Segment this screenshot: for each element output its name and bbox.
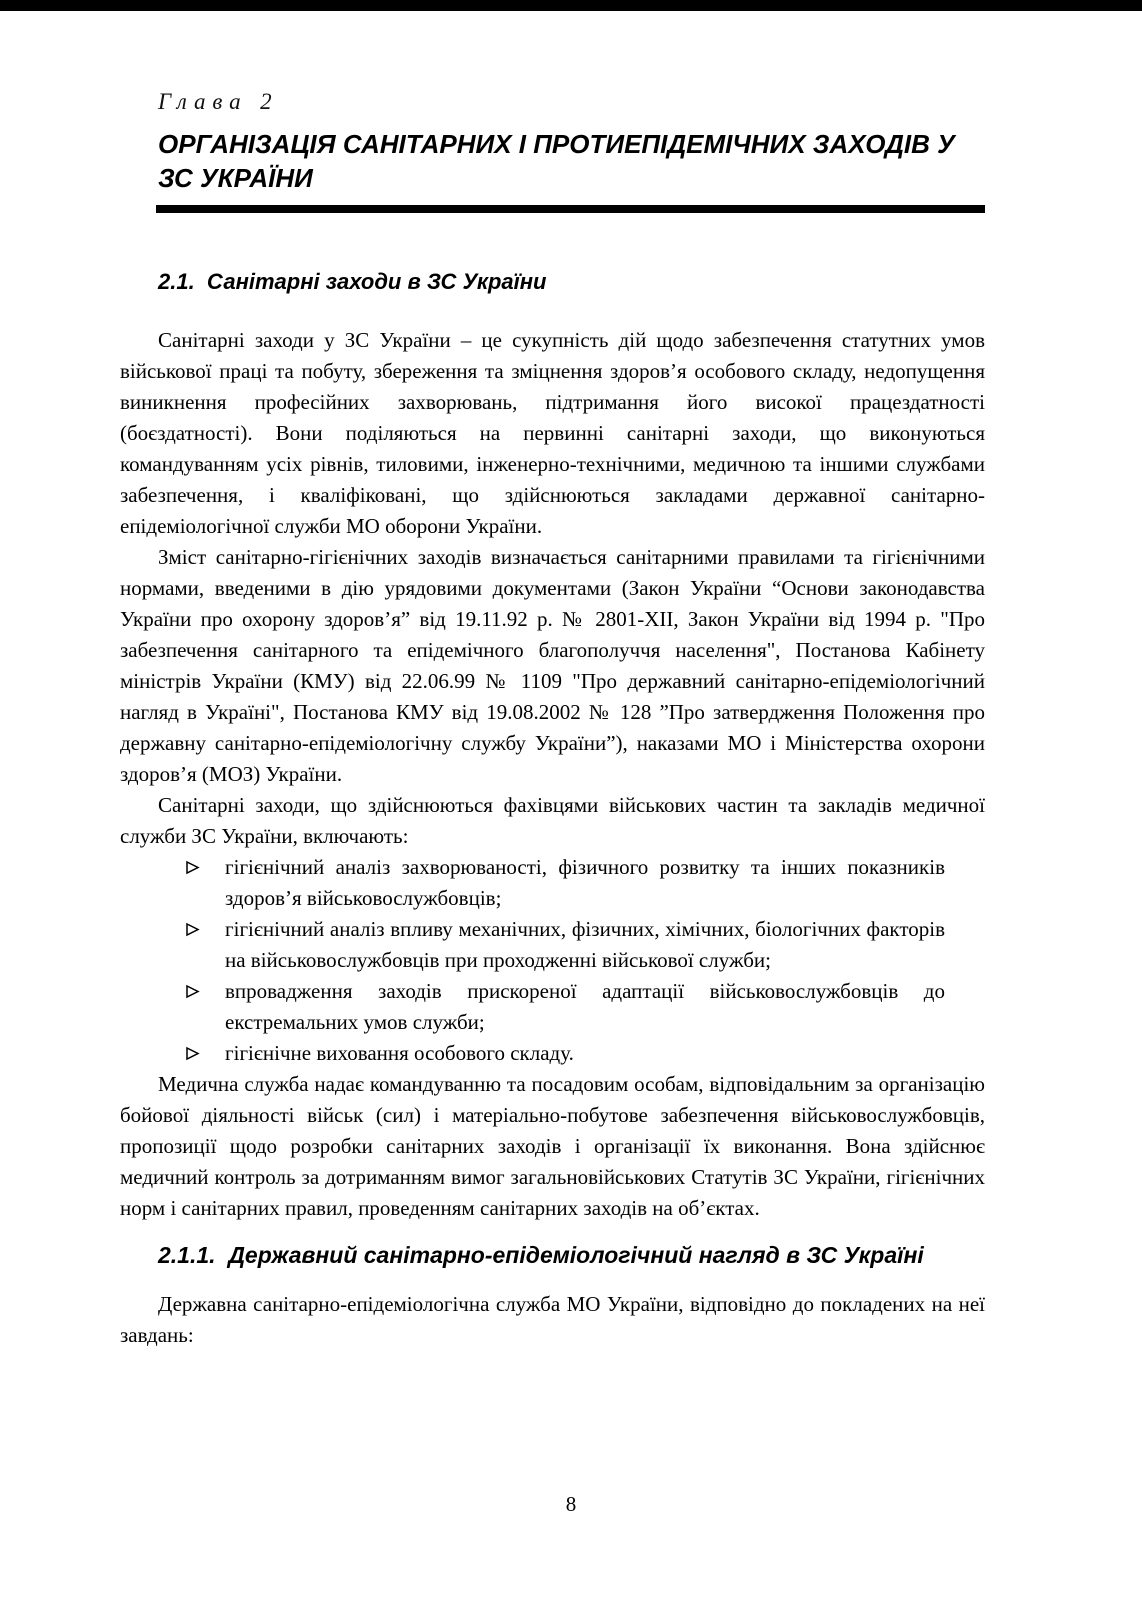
paragraph: Державна санітарно-епідеміологічна служба МО України, відповідно до покладених на неї завдань: [120,1292,985,1347]
list-item-text: гігієнічний аналіз впливу механічних, фізичних, хімічних, біологічних факторів на військовослужбовців при проходженні військової служби; [225,917,945,972]
arrowhead-bullet-icon [185,1046,200,1061]
section-heading: 2.1. Санітарні заходи в ЗС України [158,269,547,294]
paragraph: Зміст санітарно-гігієнічних заходів визначається санітарними правилами та гігієнічними нормами, введеними в дію урядовими документами (Закон України “Основи законодавства України про охорону здоров’я” від 19.11.92 р. № 2801-XII, Закон України від 1994 р. "Про забезпечення санітарного та епідемічного благополуччя населення", Постанова Кабінету міністрів України (КМУ) від 22.06.99 № 1109 "Про державний санітарно-епідеміологічний нагляд в Україні", Постанова КМУ від 19.08.2002 № 128 ”Про затвердження Положення про державну санітарно-епідеміологічну службу України”), наказами МО і Міністерства охорони здоров’я (МОЗ) України. [120,545,985,786]
list-item [185,914,945,976]
paragraph: Санітарні заходи, що здійснюються фахівцями військових частин та закладів медичної служби ЗС України, включають: [120,793,985,848]
list-item-text: гігієнічний аналіз захворюваності, фізичного розвитку та інших показників здоров’я військовослужбовців; [225,855,945,910]
subsection-heading: 2.1.1. Державний санітарно-епідеміологічний нагляд в ЗС Україні [158,1242,924,1268]
arrowhead-bullet-icon [185,860,200,875]
list-item [185,852,945,914]
paragraph: Медична служба надає командуванню та посадовим особам, відповідальним за організацію бойової діяльності військ (сил) і матеріально-побутове забезпечення військовослужбовців, пропозиції щодо розробки санітарних заходів і організації їх виконання. Вона здійснює медичний контроль за дотриманням вимог загальновійськових Статутів ЗС України, гігієнічних норм і санітарних правил, проведенням санітарних заходів на об’єктах. [120,1072,985,1220]
list-item-text: гігієнічне виховання особового складу. [225,1041,574,1065]
chapter-title: ОРГАНІЗАЦІЯ САНІТАРНИХ І ПРОТИЕПІДЕМІЧНИХ ЗАХОДІВ У ЗС УКРАЇНИ [158,129,955,193]
heading-rule [156,205,985,213]
arrowhead-bullet-icon [185,984,200,999]
list-item [185,976,945,1038]
scan-edge-bar [0,0,1142,11]
arrowhead-bullet-icon [185,922,200,937]
chapter-label: Глава 2 [158,89,279,114]
bullet-list [185,852,945,1069]
paragraph: Санітарні заходи у ЗС України – це сукупність дій щодо забезпечення статутних умов військової праці та побуту, збереження та зміцнення здоров’я особового складу, недопущення виникнення професійних захворювань, підтримання його високої працездатності (боєздатності). Вони поділяються на первинні санітарні заходи, що виконуються командуванням усіх рівнів, тиловими, інженерно-технічними, медичною та іншими службами забезпечення, і кваліфіковані, що здійснюються закладами державної санітарно-епідеміологічної служби МО оборони України. [120,328,985,538]
list-item [185,1038,945,1069]
page-number: 8 [565,1492,577,1516]
list-item-text: впровадження заходів прискореної адаптації військовослужбовців до екстремальних умов служби; [225,979,945,1034]
